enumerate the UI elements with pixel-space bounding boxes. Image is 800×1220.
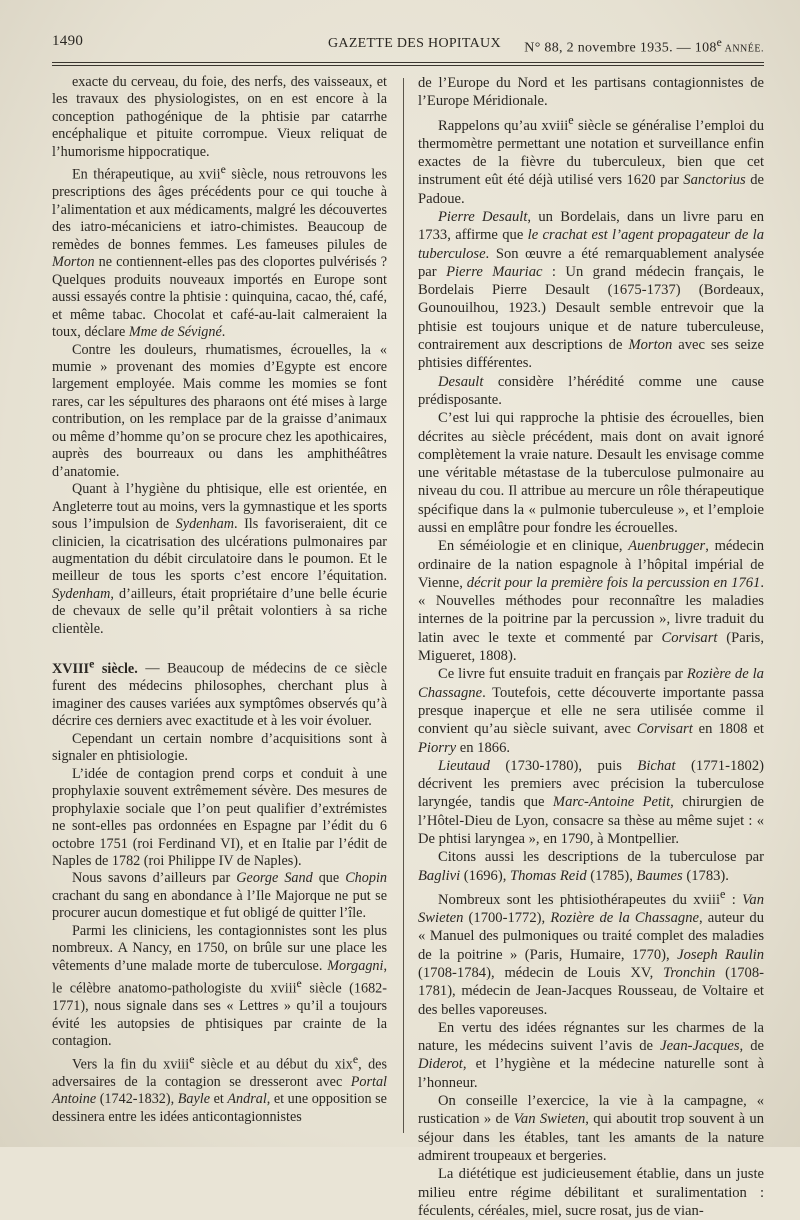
- issue-sup: e: [716, 36, 723, 49]
- left-column-paragraph: exacte du cerveau, du foie, des nerfs, des vaisseaux, et les travaux des physiologistes, on en est encore à la conception pathogénique de la phtisie par catarrhe encéphalique et pituite corrompue. Vieux reliquat de l’humorisme hippocratique.: [52, 74, 387, 160]
- left-column-paragraph: Parmi les cliniciens, les contagionnistes sont les plus nombreux. A Nancy, en 1750, on brûle sur une place les vêtements d’une malade morte de tuberculose. Morgagni, le célèbre anatomo-pathologiste du xviii$^e$ siècle (1682-1771), nous signale dans ses « Lettres » qu’il a toujours évité les autopsies de phtisiques par crainte de la contagion.: [52, 922, 387, 1050]
- right-column-paragraph: La diététique est judicieusement établie, dans un juste milieu entre régime débilitant et suralimentation : féculents, céréales, miel, sucre rosat, jus de vian-: [418, 1166, 764, 1219]
- journal-title: GAZETTE DES HOPITAUX: [328, 36, 501, 51]
- left-column-paragraph: XVIIIe siècle. — Beaucoup de médecins de ce siècle furent des médecins philosophes, cherchant plus à imaginer des causes variées aux symptômes observés qu’à décrire ces derniers avec exactitude et à les voir évoluer.: [52, 656, 388, 730]
- left-column-paragraph: Cependant un certain nombre d’acquisitions sont à signaler en phtisiologie.: [52, 730, 387, 765]
- issue-info: [524, 36, 764, 57]
- left-column-paragraph: L’idée de contagion prend corps et conduit à une prophylaxie souvent extrêmement sévère. Des mesures de prophylaxie sociale que l’on peut qualifier d’extrémistes ne sont-elles pas ordonnées en Espagne par l’édit du 6 octobre 1751 (roi Ferdinand VI), et en Italie par l’édit de Naples de 1782 (roi Philippe IV de Naples).: [52, 765, 387, 869]
- right-column-paragraph: Lieutaud (1730-1780), puis Bichat (1771-1802) décrivent les premiers avec précision la tuberculose laryngée, tandis que Marc-Antoine Petit, chirurgien de l’Hôtel-Dieu de Lyon, consacre sa thèse au même sujet : « De phtisi laryngea », en 1790, à Montpellier.: [418, 757, 765, 848]
- right-column-paragraph: En séméiologie et en clinique, Auenbrugger, médecin ordinaire de la nation espagnole à l’hôpital impérial de Vienne, décrit pour la première fois la percussion en 1761. « Nouvelles méthodes pour reconnaître les maladies internes de la poitrine par la percussion », livre traduit du latin avec le texte et commenté par Corvisart (Paris, Migueret, 1808).: [418, 538, 764, 665]
- header-rule-top: [52, 62, 764, 63]
- left-column-paragraph: Contre les douleurs, rhumatismes, écrouelles, la « mumie » provenant des momies d’Egypte est encore largement employée. Mais comme les momies se font rares, car les sépultures des pharaons ont été mises à large contribution, on les remplace par de la graisse d’animaux ou même d’homme qu’on se procure chez les apothicaires, auprès des bourreaux ou dans les amphithéâtres d’anatomie.: [52, 341, 387, 480]
- right-column-paragraph: de l’Europe du Nord et les partisans contagionnistes de l’Europe Méridionale.: [418, 75, 764, 110]
- issue-text: N° 88, 2 novembre 1935. — 108: [524, 40, 717, 56]
- left-column: [52, 74, 387, 1126]
- right-column-paragraph: Rappelons qu’au xviii$^e$ siècle se généralise l’emploi du thermomètre permettant une notation et surveillance enfin exactes de la fièvre du tuberculeux, bien que cet instrument eût été déjà utilisé vers 1620 par Sanctorius de Padoue.: [418, 112, 764, 207]
- header-rule-bottom: [52, 65, 764, 66]
- left-column-paragraph: Nous savons d’ailleurs par George Sand que Chopin crachant du sang en abondance à l’Ile Majorque ne put se procurer aucun domestique et fut obligé de quitter l’île.: [52, 870, 387, 922]
- left-column-paragraph: En thérapeutique, au xvii$^e$ siècle, nous retrouvons les prescriptions des âges précédents pour ce qui touche à l’alimentation et aux médicaments, malgré les découvertes des iatro-mécaniciens et iatro-chimistes. Beaucoup de remèdes de bonnes femmes. Les fameuses pilules de Morton ne contiennent-elles pas des cloportes pulvérisés ? Quelques produits nouveaux importés en Europe sont aussi essayés contre la phtisie : quinquina, cacao, thé, café, et même tabac. Chocolat et café-au-lait calmeraient la toux, déclare Mme de Sévigné.: [52, 162, 387, 341]
- right-column-paragraph: En vertu des idées régnantes sur les charmes de la nature, les médecins suivent l’avis de Jean-Jacques, de Diderot, et l’hygiène et la médecine naturelle sont à l’honneur.: [418, 1019, 764, 1091]
- page-header: [52, 33, 764, 57]
- right-column-paragraph: Desault considère l’hérédité comme une cause prédisposante.: [418, 373, 764, 408]
- right-column-paragraph: On conseille l’exercice, la vie à la campagne, « rustication » de Van Swieten, qui aboutit trop souvent à un séjour dans les étables, tant les amants de la nature admirent troupeaux et bergeries.: [418, 1093, 764, 1164]
- page-number: 1490: [52, 33, 84, 49]
- issue-year-label: ANNÉE.: [722, 43, 764, 55]
- right-column-paragraph: Nombreux sont les phtisiothérapeutes du xviii$^e$ : Van Swieten (1700-1772), Rozière de la Chassagne, auteur du « Manuel des pulmoniques ou traité complet des maladies de la poitrine » (Paris, Humaire, 1770), Joseph Raulin (1708-1784), médecin de Louis XV, Tronchin (1708-1781), médecin de Jean-Jacques Rousseau, de Voltaire et des belles vaporeuses.: [418, 886, 764, 1018]
- right-column: [418, 74, 764, 1220]
- column-divider: [403, 78, 404, 1133]
- left-column-paragraph: Quant à l’hygiène du phtisique, elle est orientée, en Angleterre tout au moins, vers la gymnastique et les sports sous l’impulsion de Sydenham. Ils favoriseraient, dit ce clinicien, la cicatrisation des ulcérations pulmonaires par augmentation du débit circulatoire dans le poumon. Et le meilleur de tous les sports c’est encore l’équitation. Sydenham, d’ailleurs, était propriétaire d’une belle écurie de chevaux de selle qu’il prêtait volontiers à sa riche clientèle.: [52, 481, 387, 637]
- left-column-paragraph: Vers la fin du xviii$^e$ siècle et au début du xix$^e$, des adversaires de la contagion se dresseront avec Portal Antoine (1742-1832), Bayle et Andral, et une opposition se dessinera entre les idées anticontagionnistes: [52, 1051, 387, 1125]
- right-column-paragraph: Ce livre fut ensuite traduit en français par Rozière de la Chassagne. Toutefois, cette découverte importante passa presque inaperçue et elle ne sera utilisée comme il convient qu’au siècle suivant, avec Corvisart en 1808 et Piorry en 1866.: [418, 666, 764, 756]
- right-column-paragraph: C’est lui qui rapproche la phtisie des écrouelles, bien décrites au siècle précédent, mais dont on avait ignoré complètement la vraie nature. Desault les envisage comme une véritable métastase de la tuberculose pulmonaire au niveau du cou. Il attribue au mercure un rôle thérapeutique spécifique dans la « pulmonie tuberculeuse », et l’emploie aussi en emplâtre pour fondre les écrouelles.: [418, 410, 764, 536]
- right-column-paragraph: Citons aussi les descriptions de la tuberculose par Baglivi (1696), Thomas Reid (1785), Baumes (1783).: [418, 849, 764, 884]
- right-column-paragraph: Pierre Desault, un Bordelais, dans un livre paru en 1733, affirme que le crachat est l’agent propagateur de la tuberculose. Son œuvre a été remarquablement analysée par Pierre Mauriac : Un grand médecin français, le Bordelais Pierre Desault (1675-1737) (Bordeaux, Gounouilhou, 1923.) Desault semble entrevoir que la phtisie est toujours unique et de nature tuberculeuse, contrairement aux descriptions de Morton avec ses seize phtisies différentes.: [418, 208, 764, 372]
